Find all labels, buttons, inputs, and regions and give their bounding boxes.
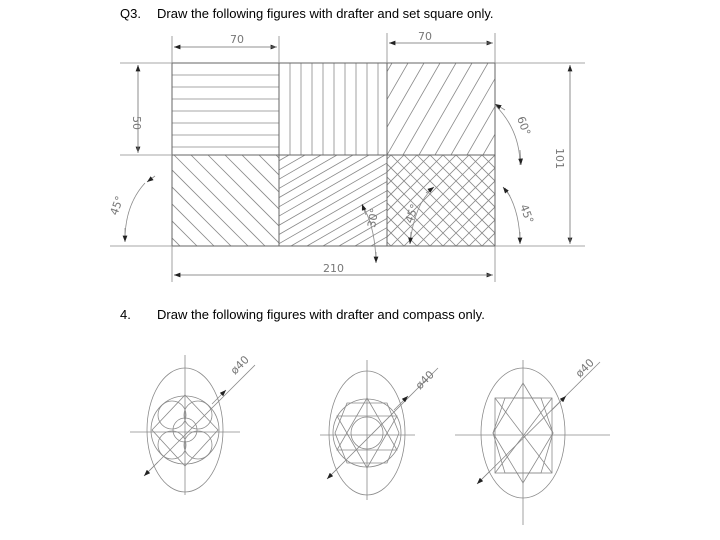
q3-hatch-figure: [72, 30, 648, 282]
dim-right-height: 101: [553, 148, 566, 169]
hatch-horizontal: [172, 63, 279, 147]
dim-angle-45-mid: 45°: [402, 202, 422, 226]
dim-fig3-diameter: ø40: [572, 356, 597, 381]
dim-angle-45-left: 45°: [107, 194, 127, 218]
dim-angle-60: 60°: [514, 114, 534, 138]
q3-number: Q3.: [120, 6, 141, 21]
q4-number: 4.: [120, 307, 131, 322]
hatch-60-degree: [307, 63, 648, 155]
q4-instruction: Draw the following figures with drafter and compass only.: [157, 307, 485, 322]
hatch-vertical: [279, 63, 378, 155]
dim-angle-30: 30°: [365, 207, 382, 229]
dim-top-right-width: 70: [418, 30, 432, 43]
q4-figure-3: [455, 360, 610, 525]
dim-left-height: 50: [130, 116, 143, 130]
q3-instruction: Draw the following figures with drafter and set square only.: [157, 6, 494, 21]
hatch-cross: [287, 155, 586, 246]
dim-top-left-width: 70: [230, 33, 244, 46]
dim-angle-45-right: 45°: [517, 202, 537, 226]
dim-fig1-diameter: ø40: [227, 353, 252, 378]
dim-bottom-width: 210: [323, 262, 344, 275]
dim-fig2-diameter: ø40: [412, 368, 437, 393]
hatch-30-degree: [99, 155, 561, 246]
